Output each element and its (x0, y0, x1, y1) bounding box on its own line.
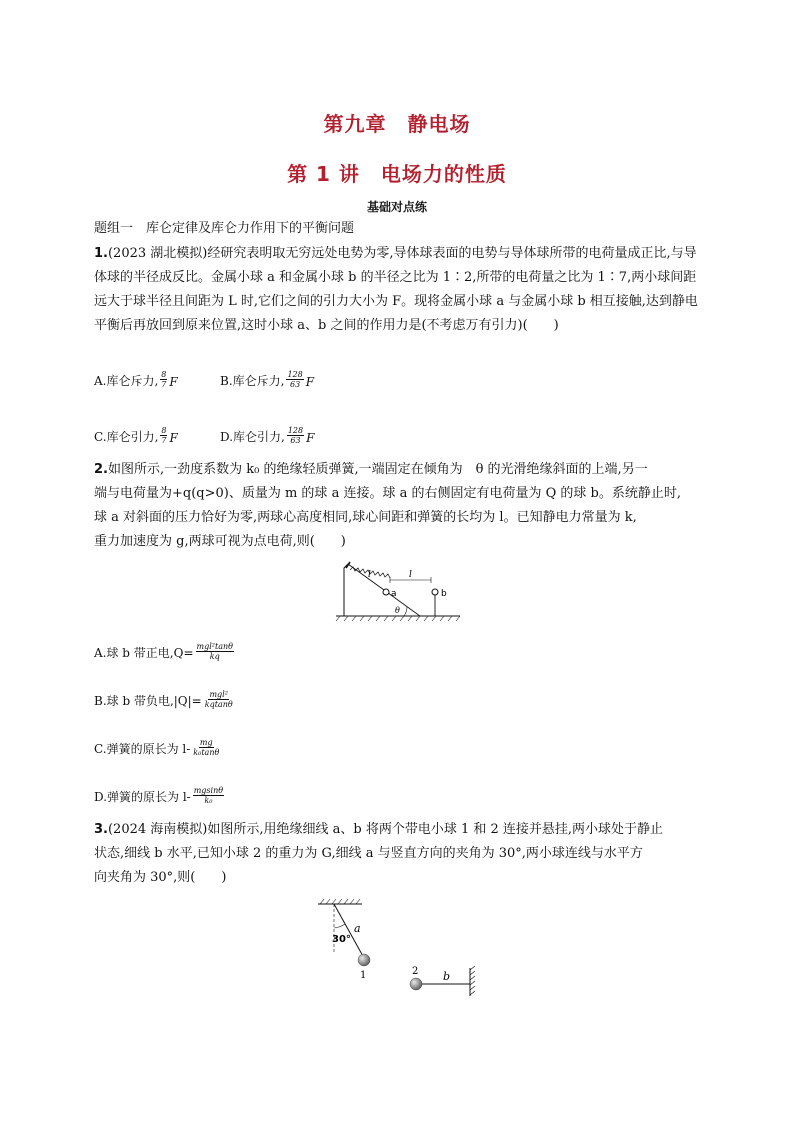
ball-1-label: 1 (360, 970, 367, 981)
question-number: 3. (94, 822, 108, 837)
q1-option-c[interactable]: C.库仑引力, $\frac{8}{7}$ F (94, 426, 178, 445)
lesson-title: 第 1 讲 电场力的性质 (287, 162, 507, 186)
question-2-line-1: 2.如图所示,一劲度系数为 k₀ 的绝缘轻质弹簧,一端固定在倾角为 θ 的光滑绝缘斜面的上端,另一 (94, 462, 648, 477)
question-stem: (2023 湖北模拟)经研究表明取无穷远处电势为零,导体球表面的电势与导体球所带的电荷量成正比,与导体球的半径成反比。金属小球 a 和金属小球 b 的半径之比为 1∶2,所带的电荷量之比为 1∶7,两小球间距远大于球半径且间距为 L 时,它们之间的引力大小为 F。现将金属小球 a 与金属小球 b 相互接触,达到静电平衡后再放回到原来位置,这时小球 a、b 之间的作用力是(不考虑万有引力)( ) (94, 246, 698, 333)
group-title: 题组一 库仑定律及库仑力作用下的平衡问题 (94, 221, 355, 236)
ball-a-label: a (391, 589, 397, 599)
option-label: C.弹簧的原长为 l- (94, 742, 191, 756)
q1-option-a[interactable]: A.库仑斥力, $\frac{8}{7}$ F (94, 370, 178, 389)
option-label: D.弹簧的原长为 l- (94, 790, 191, 804)
option-label: D.库仑引力, (220, 430, 285, 444)
string-b-label: b (443, 970, 451, 983)
ball-2-label: 2 (412, 966, 419, 977)
question-3-line-1: 3.(2024 海南模拟)如图所示,用绝缘细线 a、b 将两个带电小球 1 和 2 连接并悬挂,两小球处于静止 (94, 822, 664, 837)
question-1 (94, 242, 706, 338)
option-label: B.库仑斥力, (220, 374, 285, 388)
spring-length-label: l (368, 570, 371, 580)
incline-spring-figure (334, 560, 464, 622)
option-label: B.球 b 带负电,|Q|= (94, 694, 202, 708)
option-label: A.球 b 带正电,Q= (94, 646, 194, 660)
question-3-line-2: 状态,细线 b 水平,已知小球 2 的重力为 G,细线 a 与竖直方向的夹角为 30°,两小球连线与水平方 (94, 846, 643, 861)
question-2-line-3: 球 a 对斜面的压力恰好为零,两球心高度相同,球心间距和弹簧的长均为 l。已知静电力常量为 k, (94, 510, 637, 525)
theta-label: θ (395, 606, 400, 615)
option-label: C.库仑引力, (94, 430, 159, 444)
option-fraction: $\frac{mg}{\text{k₀tanθ}}$ (193, 738, 220, 757)
q2-option-b[interactable] (94, 690, 236, 709)
question-3-line-3: 向夹角为 30°,则( ) (94, 870, 227, 885)
string-a-label: a (354, 922, 361, 935)
ball-b-label: b (441, 589, 447, 599)
option-fraction: $\frac{8}{7}$ (161, 370, 167, 389)
option-fraction: $\frac{128}{63}$ (287, 370, 303, 389)
section-title: 基础对点练 (366, 200, 427, 214)
option-fraction: $\frac{8}{7}$ (161, 426, 167, 445)
q2-option-c[interactable] (94, 738, 222, 757)
hanging-balls-figure (312, 896, 482, 1000)
option-label: A.库仑斥力, (94, 374, 159, 388)
q2-option-a[interactable] (94, 642, 236, 661)
question-number: 1. (94, 246, 108, 261)
q1-option-d[interactable]: D.库仑引力, $\frac{128}{63}$ F (220, 426, 315, 445)
option-fraction: $\frac{\text{mgl²tanθ}}{kq}$ (196, 642, 233, 661)
question-2-line-2: 端与电荷量为+q(q>0)、质量为 m 的球 a 连接。球 a 的右侧固定有电荷量为 Q 的球 b。系统静止时, (94, 486, 681, 501)
q1-option-b[interactable]: B.库仑斥力, $\frac{128}{63}$ F (220, 370, 315, 389)
question-number: 2. (94, 462, 108, 477)
question-2-line-4: 重力加速度为 g,两球可视为点电荷,则( ) (94, 534, 346, 549)
option-fraction: $\frac{\text{mgl²}}{kqtan\theta}$ (204, 690, 233, 709)
angle-label: 30° (332, 934, 351, 945)
option-fraction: $\frac{128}{63}$ (287, 426, 304, 445)
distance-label: l (409, 570, 412, 580)
q2-option-d[interactable] (94, 786, 226, 805)
option-fraction: $\frac{mgsin\theta}{\text{k₀}}$ (193, 786, 224, 805)
chapter-title: 第九章 静电场 (323, 112, 471, 136)
